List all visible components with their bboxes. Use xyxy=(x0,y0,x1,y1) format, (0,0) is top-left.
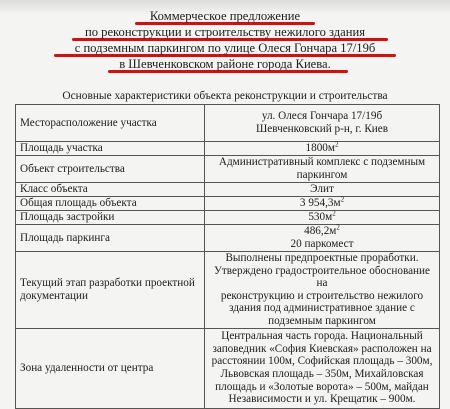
characteristics-table xyxy=(15,104,440,409)
value-line xyxy=(209,225,435,238)
value-line: заповедник «София Киевская» расположен на xyxy=(212,342,432,355)
value-line: Львовская площадь – 350м, Михайловская xyxy=(220,368,424,381)
value-line: Шевченковский р-н, г. Киев xyxy=(255,123,389,135)
row-value xyxy=(205,156,440,183)
superscript: 2 xyxy=(340,195,345,204)
document-title xyxy=(40,8,410,72)
table-row xyxy=(16,156,440,183)
row-value xyxy=(205,197,440,211)
row-value xyxy=(205,252,440,329)
superscript: 2 xyxy=(332,209,336,218)
superscript: 2 xyxy=(334,140,339,149)
value-line: паркингом xyxy=(296,169,348,181)
table-row xyxy=(16,105,440,142)
title-line-1 xyxy=(40,8,410,24)
value-line: Центральная часть города. Национальный xyxy=(221,330,423,343)
value-line: 3 954,3м xyxy=(299,197,341,210)
row-value xyxy=(205,225,440,252)
title-line-4 xyxy=(40,56,410,72)
row-label: Площадь участка xyxy=(16,142,205,156)
row-value xyxy=(205,142,440,156)
row-label: Объект строительства xyxy=(16,156,205,183)
table-row xyxy=(16,142,440,156)
title-line-3 xyxy=(40,40,410,56)
title-text: по реконструкции и строительству нежилого здания xyxy=(84,25,366,39)
title-text: с подземным паркингом по улице Олеся Гончара 17/19б xyxy=(74,41,376,55)
row-label: Площадь застройки xyxy=(16,211,205,225)
value-line: 20 паркомест xyxy=(290,238,354,250)
value-text: 486,2м xyxy=(304,225,337,238)
value-line: Административный комплекс с подземным xyxy=(218,156,426,169)
table-row xyxy=(16,328,440,408)
value-line: Утверждено градостроительное обоснование на xyxy=(214,264,430,290)
table-row xyxy=(16,183,440,197)
table-row xyxy=(16,197,440,211)
table-row xyxy=(16,252,440,329)
value-line: расстоянии 100м, Софийская площадь – 300м, xyxy=(211,355,433,368)
row-label: Текущий этап разработки проектной документации xyxy=(16,252,205,329)
row-label: Класс объекта xyxy=(16,183,205,197)
row-value xyxy=(205,105,440,142)
value-line: здания под административное здание с xyxy=(229,302,415,315)
title-text: Коммерческое предложение xyxy=(149,9,301,23)
value-line: подземным паркингом xyxy=(268,314,376,327)
value-line: 1800м xyxy=(305,142,335,155)
row-label: Общая площадь объекта xyxy=(16,197,205,211)
table-row xyxy=(16,211,440,225)
row-label: Зона удаленности от центра xyxy=(16,328,205,408)
value-line: площадь и «Золотые ворота» – 500м, майдан xyxy=(215,380,429,393)
row-label: Площадь паркинга xyxy=(16,225,205,252)
row-value xyxy=(205,211,440,225)
title-line-2 xyxy=(40,24,410,40)
row-label: Месторасположение участка xyxy=(16,105,205,142)
value-line: 530м xyxy=(308,211,333,224)
title-text: в Шевченковском районе города Киева. xyxy=(119,57,331,71)
table-row xyxy=(16,225,440,252)
value-line: Независимости и ул. Крещатик – 900м. xyxy=(228,393,416,406)
row-value: Элит xyxy=(205,183,440,197)
value-line: ул. Олеся Гончара 17/19б xyxy=(261,110,383,123)
value-line: реконструкцию и строительство нежилого xyxy=(220,289,424,302)
value-line: Выполнены предпроектные проработки. xyxy=(225,252,419,264)
row-value xyxy=(205,328,440,408)
section-subtitle: Основные характеристики объекта реконструкции и строительства xyxy=(62,90,388,102)
superscript: 2 xyxy=(336,223,340,232)
